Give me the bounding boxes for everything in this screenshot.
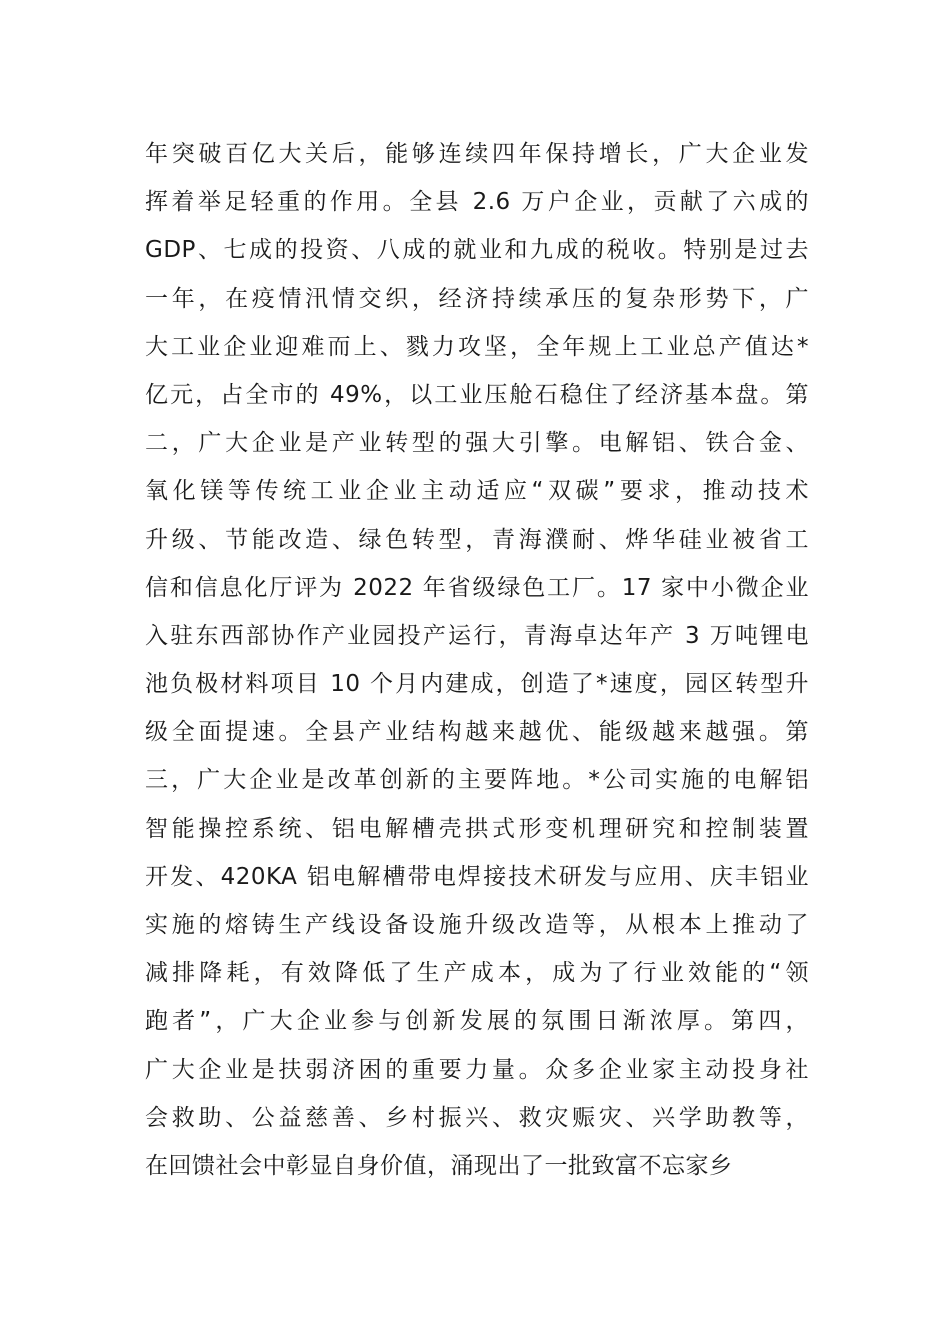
body-paragraph bbox=[145, 130, 809, 1190]
text-line: 亿元，占全市的 49%，以工业压舱石稳住了经济基本盘。第 bbox=[145, 381, 809, 408]
text-line: 入驻东西部协作产业园投产运行，青海卓达年产 3 万吨锂电 bbox=[145, 622, 809, 649]
text-line: 级全面提速。全县产业结构越来越优、能级越来越强。第 bbox=[145, 719, 809, 746]
text-line: 信和信息化厅评为 2022 年省级绿色工厂。17 家中小微企业 bbox=[145, 574, 809, 601]
text-line: 跑者”，广大企业参与创新发展的氛围日渐浓厚。第四， bbox=[145, 1008, 809, 1035]
text-line: 减排降耗，有效降低了生产成本，成为了行业效能的“领 bbox=[145, 960, 809, 987]
text-line: 在回馈社会中彰显自身价值，涌现出了一批致富不忘家乡 bbox=[145, 1152, 733, 1179]
text-line: 一年，在疫情汛情交织，经济持续承压的复杂形势下，广 bbox=[145, 285, 809, 312]
text-line: 氧化镁等传统工业企业主动适应“双碳”要求，推动技术 bbox=[145, 478, 809, 505]
text-line: 池负极材料项目 10 个月内建成，创造了*速度，园区转型升 bbox=[145, 671, 809, 698]
text-line: 会救助、公益慈善、乡村振兴、救灾赈灾、兴学助教等， bbox=[145, 1104, 809, 1131]
text-line: 广大企业是扶弱济困的重要力量。众多企业家主动投身社 bbox=[145, 1056, 809, 1083]
text-line: 三，广大企业是改革创新的主要阵地。*公司实施的电解铝 bbox=[145, 767, 809, 794]
text-line: GDP、七成的投资、八成的就业和九成的税收。特别是过去 bbox=[145, 237, 809, 264]
text-line: 挥着举足轻重的作用。全县 2.6 万户企业，贡献了六成的 bbox=[145, 189, 809, 216]
text-line: 年突破百亿大关后，能够连续四年保持增长，广大企业发 bbox=[145, 141, 809, 167]
text-line: 智能操控系统、铝电解槽壳拱式形变机理研究和控制装置 bbox=[145, 815, 809, 842]
text-line: 实施的熔铸生产线设备设施升级改造等，从根本上推动了 bbox=[145, 912, 809, 938]
text-line: 开发、420KA 铝电解槽带电焊接技术研发与应用、庆丰铝业 bbox=[145, 863, 809, 890]
text-line: 二，广大企业是产业转型的强大引擎。电解铝、铁合金、 bbox=[145, 430, 809, 457]
text-line: 升级、节能改造、绿色转型，青海濮耐、烨华硅业被省工 bbox=[145, 526, 809, 553]
text-line: 大工业企业迎难而上、戮力攻坚，全年规上工业总产值达* bbox=[145, 333, 809, 360]
